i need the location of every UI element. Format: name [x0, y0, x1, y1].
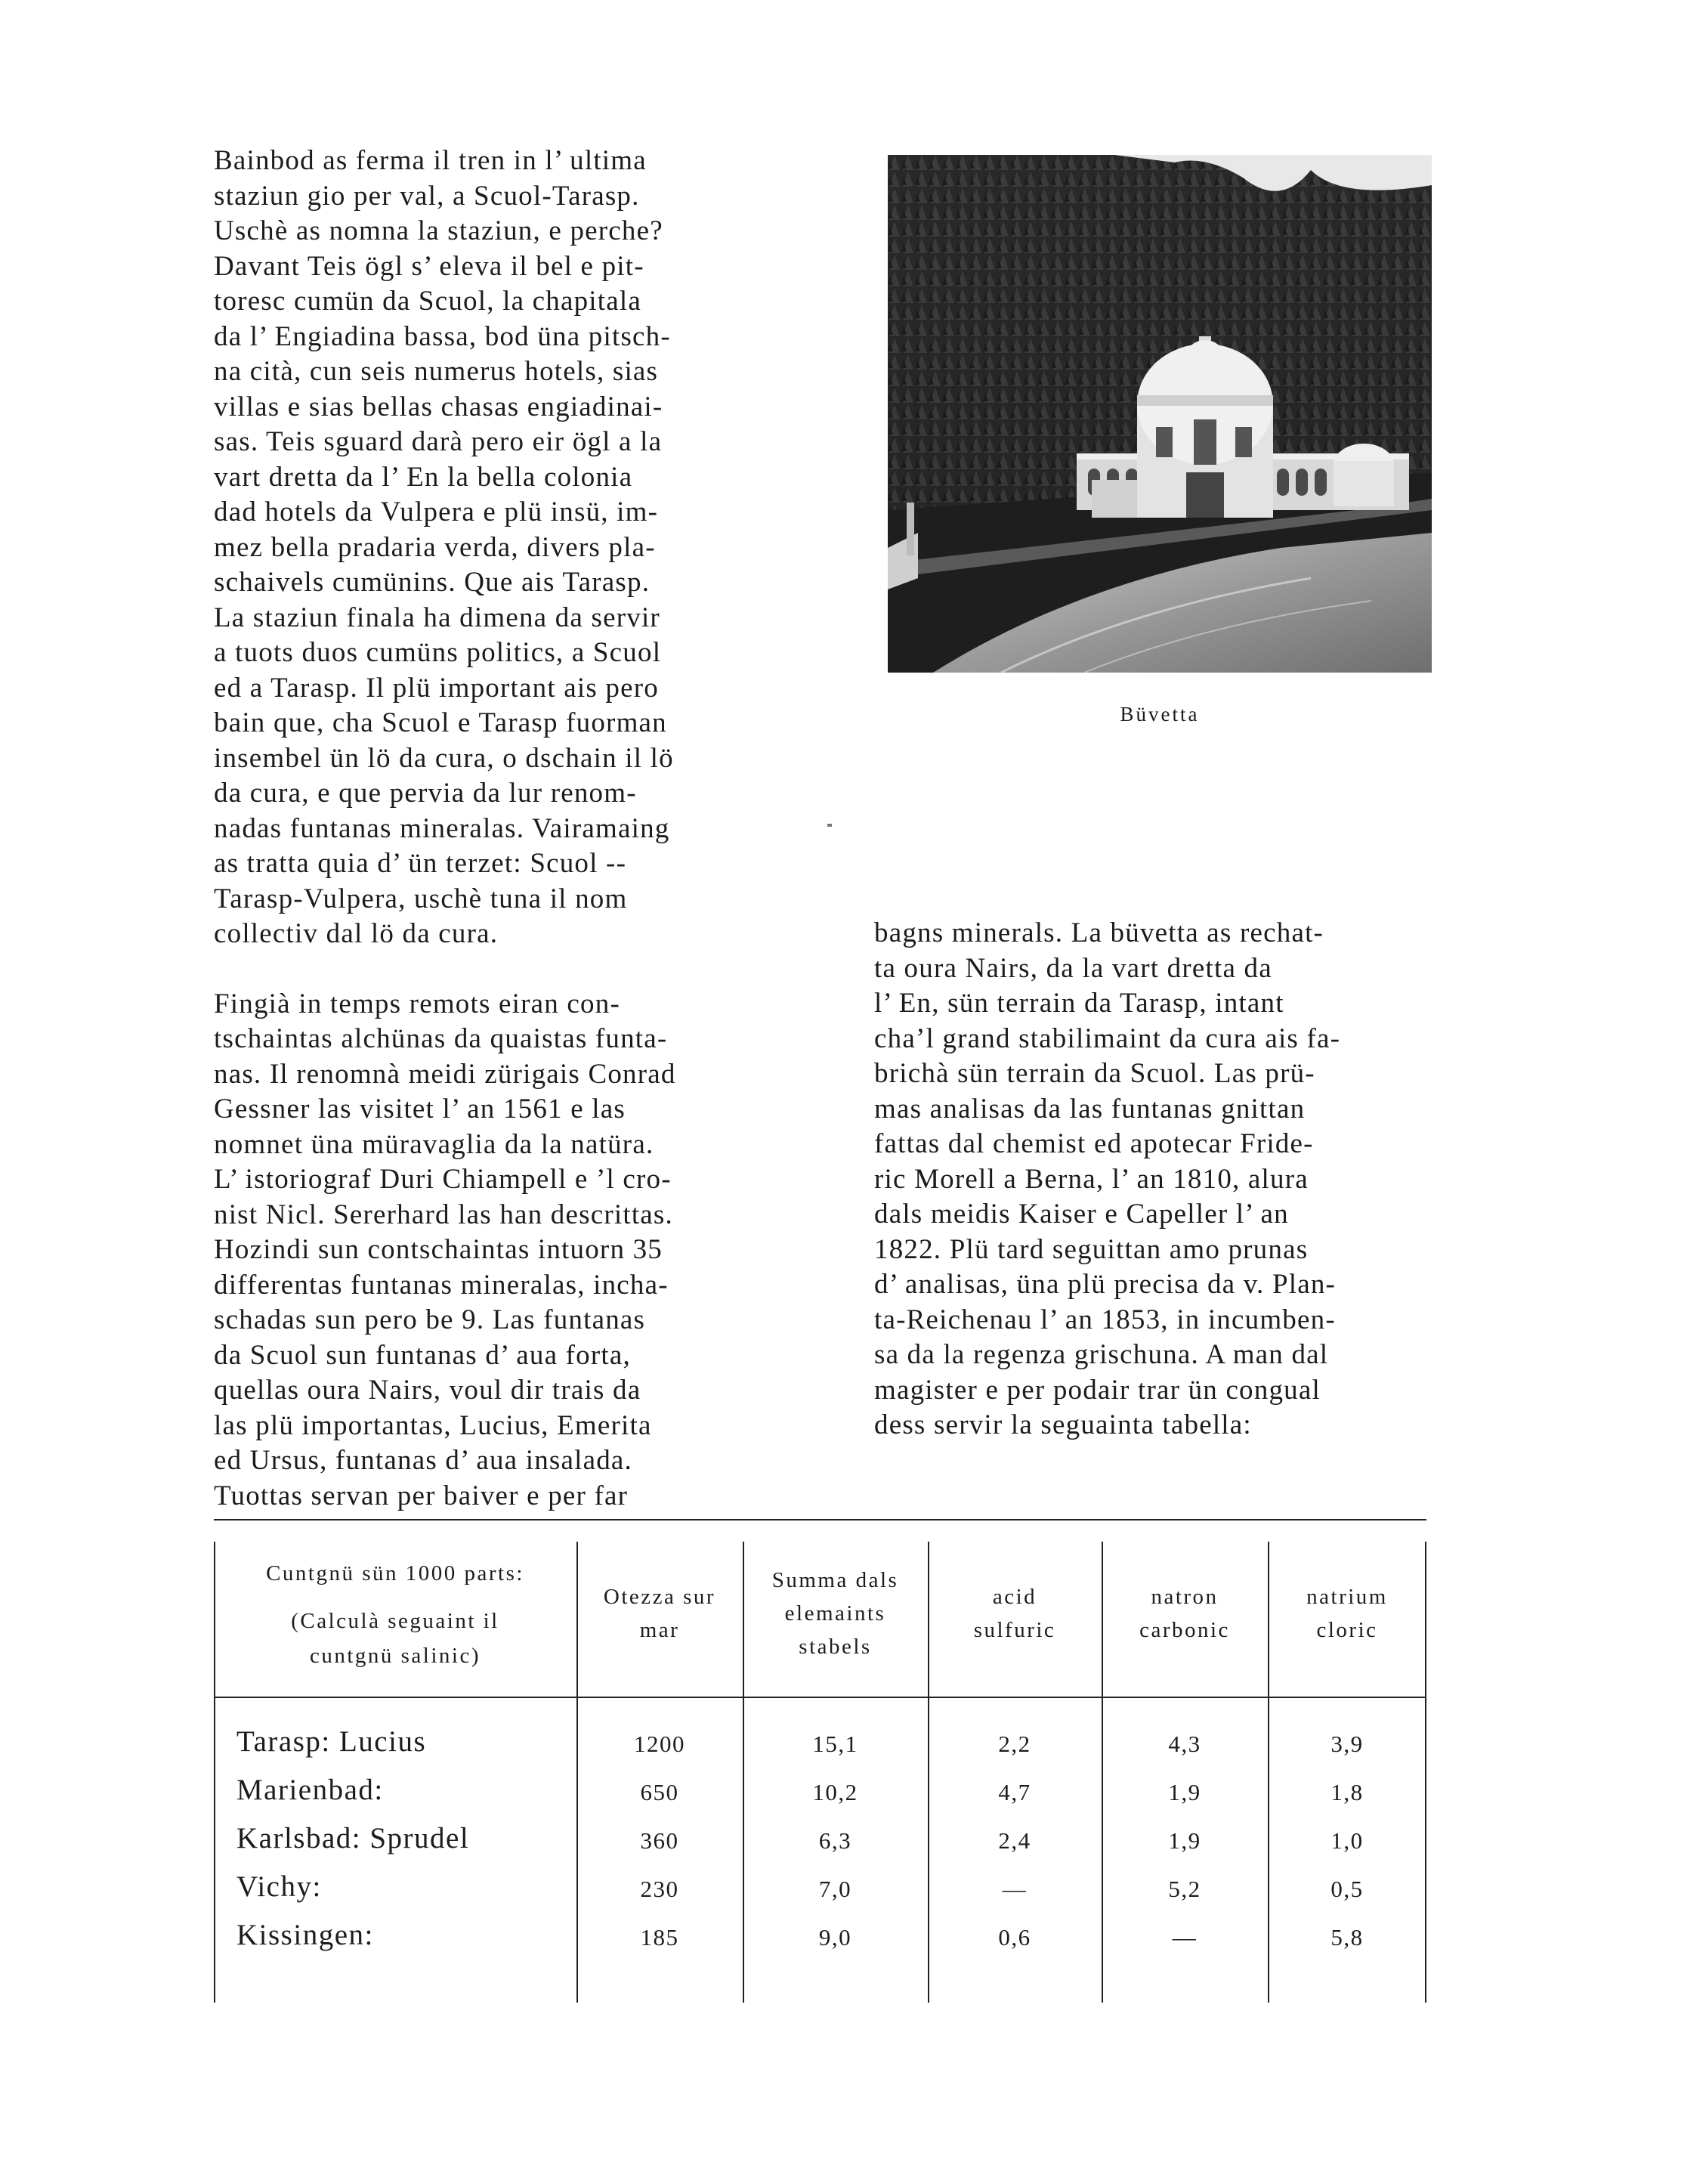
table-top-rule — [214, 1519, 1426, 1520]
table-cell: 9,0 — [818, 1924, 852, 1950]
paragraph-3 — [874, 916, 1426, 1443]
left-text-column — [214, 144, 762, 1514]
text-line: d’ analisas, üna plü precisa da v. Plan- — [874, 1269, 1337, 1300]
paragraph-1 — [214, 144, 762, 952]
text-line: tschaintas alchünas da quaistas funta- — [214, 1023, 668, 1054]
text-line: l’ En, sün terrain da Tarasp, intant — [874, 988, 1284, 1019]
text-line: nas. Il renomnà meidi zürigais Conrad — [214, 1058, 676, 1090]
table-header-rule — [214, 1697, 1426, 1698]
text-line: ed a Tarasp. Il plü important ais pero — [214, 672, 659, 704]
table-cell: 7,0 — [818, 1876, 852, 1902]
table-header-text: sulfuric — [973, 1618, 1056, 1642]
table-cell: 1,9 — [1168, 1827, 1201, 1854]
table-header-text: stabels — [799, 1635, 872, 1659]
table-cell: — — [1172, 1924, 1198, 1950]
text-line: as tratta quia d’ ün terzet: Scuol -- — [214, 848, 627, 879]
print-speck — [827, 824, 832, 827]
text-line: vart dretta da l’ En la bella colonia — [214, 461, 633, 493]
text-line: sa da la regenza grischuna. A man dal — [874, 1339, 1329, 1370]
table-cell: 2,2 — [998, 1731, 1031, 1757]
table-cell: 1200 — [634, 1731, 685, 1757]
table-cell: 6,3 — [818, 1827, 852, 1854]
text-line: Gessner las visitet l’ an 1561 e las — [214, 1094, 626, 1124]
text-line: sas. Teis sguard darà pero eir ögl a la — [214, 426, 663, 457]
text-line: staziun gio per val, a Scuol-Tarasp. — [214, 180, 640, 212]
text-line: nist Nicl. Sererhard las han descrittas. — [214, 1199, 673, 1230]
text-line: magister e per podair trar ün congual — [874, 1374, 1321, 1406]
text-line: nadas funtanas mineralas. Vairamaing — [214, 812, 670, 844]
mineral-analysis-table — [214, 1519, 1426, 2003]
table-header-text: Otezza sur — [603, 1585, 716, 1609]
paragraph-2 — [214, 987, 762, 1514]
table-cell: 0,5 — [1330, 1876, 1364, 1902]
text-line: fattas dal chemist ed apotecar Fride- — [874, 1128, 1314, 1159]
text-line: Tuottas servan per baiver e per far — [214, 1480, 629, 1511]
text-line: da Scuol sun funtanas d’ aua forta, — [214, 1339, 631, 1371]
table-row-label: Vichy: — [236, 1870, 322, 1903]
table-cell: 15,1 — [812, 1731, 858, 1757]
photo-caption: Büvetta — [1120, 703, 1200, 725]
table-header-text: cloric — [1316, 1618, 1378, 1642]
table-header-cell — [928, 1542, 1102, 1685]
table-header-cell — [743, 1542, 928, 1685]
table-cell: 0,6 — [998, 1924, 1031, 1950]
table-row-label: Karlsbad: Sprudel — [236, 1822, 470, 1855]
text-line: schaivels cumünins. Que ais Tarasp. — [214, 567, 651, 598]
table-cell: 3,9 — [1330, 1731, 1364, 1757]
buevetta-photo-image — [888, 155, 1432, 673]
table-header-text: (Calculà seguaint il — [291, 1609, 499, 1633]
text-line: collectiv dal lö da cura. — [214, 918, 499, 949]
text-line: a tuots duos cumüns politics, a Scuol — [214, 637, 662, 668]
text-line: Tarasp-Vulpera, uschè tuna il nom — [214, 883, 628, 914]
table-header-cell — [1102, 1542, 1268, 1685]
text-line: nomnet üna müravaglia da la natüra. — [214, 1128, 654, 1160]
text-line: dad hotels da Vulpera e plü insü, im- — [214, 497, 659, 527]
table-header-text: Cuntgnü sün 1000 parts: — [266, 1561, 524, 1585]
text-line: La staziun finala ha dimena da servir — [214, 602, 660, 633]
text-line: L’ istoriograf Duri Chiampell e ’l cro- — [214, 1164, 672, 1195]
text-line: ric Morell a Berna, l’ an 1810, alura — [874, 1163, 1309, 1195]
text-line: Uschè as nomna la staziun, e perche? — [214, 215, 663, 246]
text-line: da l’ Engiadina bassa, bod üna pitsch- — [214, 320, 671, 352]
table-cell: 1,0 — [1330, 1827, 1364, 1854]
text-line: Fingià in temps remots eiran con- — [214, 988, 620, 1019]
text-line: cha’l grand stabilimaint da cura ais fa- — [874, 1022, 1341, 1054]
table-cell: 360 — [640, 1827, 679, 1854]
table-header-cell — [576, 1542, 743, 1685]
text-line: mez bella pradaria verda, divers pla- — [214, 531, 656, 563]
text-line: ta-Reichenau l’ an 1853, in incumben- — [874, 1304, 1336, 1335]
text-line: da cura, e que pervia da lur renom- — [214, 778, 637, 809]
table-cell: 650 — [640, 1779, 679, 1805]
text-line: bagns minerals. La büvetta as rechat- — [874, 917, 1324, 948]
table-header-text: Summa dals — [771, 1568, 899, 1592]
table-cell: 5,8 — [1330, 1924, 1364, 1950]
text-line: Davant Teis ögl s’ eleva il bel e pit- — [214, 250, 644, 282]
text-line: toresc cumün da Scuol, la chapitala — [214, 286, 641, 317]
table-header-text: natrium — [1306, 1585, 1388, 1609]
table-cell: 10,2 — [812, 1779, 858, 1805]
table-cell: 1,8 — [1330, 1779, 1364, 1805]
table-header-cell — [214, 1542, 576, 1685]
table-header-text: mar — [639, 1618, 680, 1642]
text-line: 1822. Plü tard seguittan amo prunas — [874, 1233, 1309, 1265]
table-cell: 4,3 — [1168, 1731, 1201, 1757]
buevetta-photo — [888, 155, 1432, 673]
text-line: dess servir la seguainta tabella: — [874, 1409, 1252, 1440]
table-cell: 185 — [640, 1924, 679, 1950]
table-cell: 5,2 — [1168, 1876, 1201, 1902]
text-line: las plü importantas, Lucius, Emerita — [214, 1409, 652, 1441]
text-line: Bainbod as ferma il tren in l’ ultima — [214, 145, 647, 176]
text-line: differentas funtanas mineralas, incha- — [214, 1269, 669, 1301]
table-row-label: Kissingen: — [236, 1919, 374, 1951]
right-text-column — [874, 916, 1426, 1443]
table-cell: — — [1002, 1876, 1028, 1902]
table-header-text: acid — [992, 1585, 1037, 1609]
text-line: Hozindi sun contschaintas intuorn 35 — [214, 1234, 663, 1265]
table-header-text: cuntgnü salinic) — [309, 1644, 481, 1668]
text-line: brichà sün terrain da Scuol. Las prü- — [874, 1058, 1315, 1089]
table-cell: 1,9 — [1168, 1779, 1201, 1805]
text-line: mas analisas da las funtanas gnittan — [874, 1093, 1306, 1124]
text-line: na cità, cun seis numerus hotels, sias — [214, 356, 659, 387]
table-row-label: Marienbad: — [236, 1774, 384, 1806]
text-line: ta oura Nairs, da la vart dretta da — [874, 952, 1272, 984]
text-line: ed Ursus, funtanas d’ aua insalada. — [214, 1445, 633, 1476]
text-line: dals meidis Kaiser e Capeller l’ an — [874, 1199, 1289, 1230]
table-cell: 2,4 — [998, 1827, 1031, 1854]
text-line: schadas sun pero be 9. Las funtanas — [214, 1304, 646, 1335]
table-header-text: carbonic — [1139, 1618, 1230, 1642]
table-cell: 230 — [640, 1876, 679, 1902]
table-cell: 4,7 — [998, 1779, 1031, 1805]
text-line: insembel ün lö da cura, o dschain il lö — [214, 742, 674, 774]
table-row-label: Tarasp: Lucius — [236, 1725, 427, 1758]
text-line: villas e sias bellas chasas engiadinai- — [214, 391, 663, 422]
table-header-text: natron — [1151, 1585, 1219, 1609]
table-header-text: elemaints — [784, 1601, 886, 1626]
text-line: quellas oura Nairs, voul dir trais da — [214, 1375, 641, 1406]
text-line: bain que, cha Scuol e Tarasp fuorman — [214, 707, 667, 738]
table-header-cell — [1268, 1542, 1426, 1685]
